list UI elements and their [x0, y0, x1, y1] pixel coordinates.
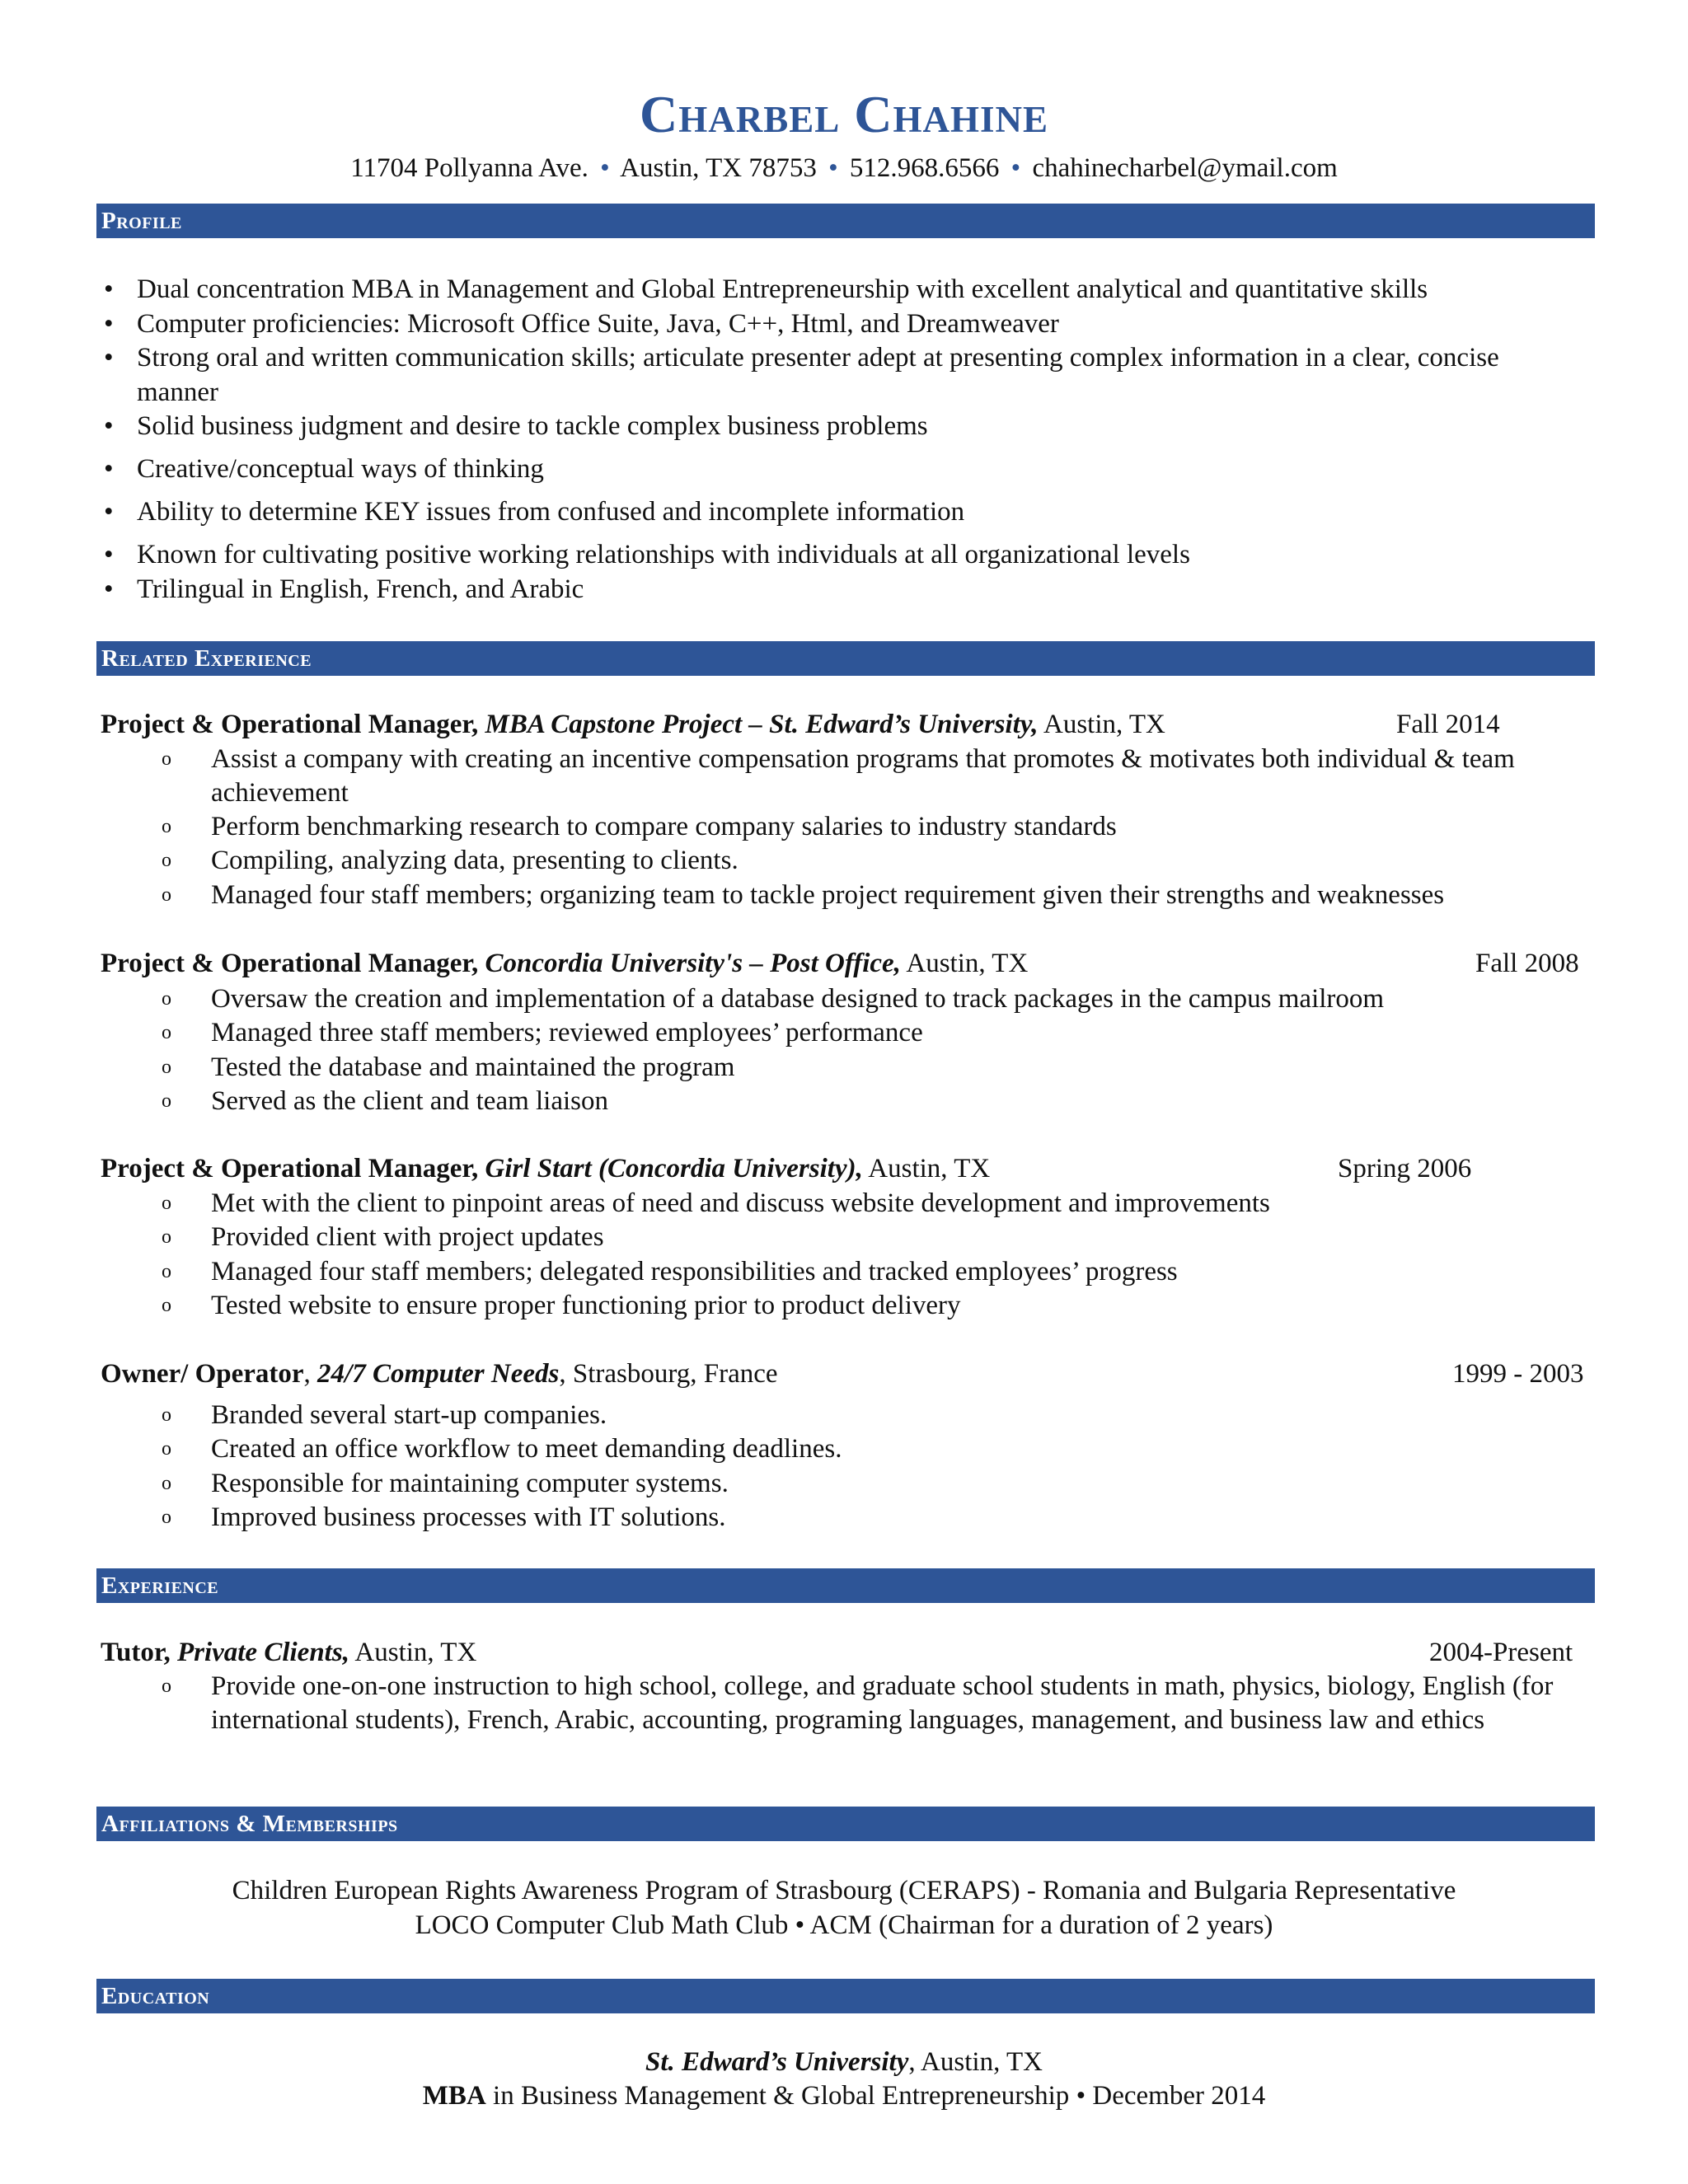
job-heading	[101, 708, 1165, 741]
city: Austin, TX 78753	[620, 153, 817, 183]
job-org: Concordia University's – Post Office,	[485, 949, 901, 978]
degree: MBA	[422, 2081, 486, 2111]
degree-date: December 2014	[1092, 2081, 1266, 2111]
job-org: MBA Capstone Project – St. Edward’s University,	[485, 710, 1039, 739]
job-location: Austin, TX	[354, 1638, 477, 1667]
candidate-name: Charbel Chahine	[639, 85, 1048, 143]
section-header-profile: Profile	[96, 204, 1595, 238]
job-heading	[101, 947, 1028, 980]
job-location: Austin, TX	[1043, 710, 1165, 739]
job-org: Girl Start (Concordia University),	[485, 1154, 863, 1183]
job-date: Fall 2008	[1475, 949, 1579, 978]
job-title: Tutor,	[101, 1638, 171, 1667]
education-school	[0, 2046, 1688, 2079]
contact-line	[0, 153, 1688, 184]
email: chahinecharbel@ymail.com	[1032, 153, 1338, 183]
bullet-mark: •	[104, 497, 114, 527]
job-location: Austin, TX	[868, 1154, 991, 1183]
job-title: Owner/ Operator	[101, 1359, 304, 1389]
section-header-affiliations: Affiliations & Memberships	[96, 1807, 1595, 1841]
job-date: 1999 - 2003	[1452, 1359, 1584, 1389]
address: 11704 Pollyanna Ave.	[350, 153, 588, 183]
job-location: Austin, TX	[906, 949, 1029, 978]
bullet-mark: •	[104, 540, 114, 569]
job-org: Private Clients,	[176, 1638, 349, 1667]
job-location: Strasbourg, France	[572, 1359, 778, 1389]
affiliation-line: LOCO Computer Club Math Club • ACM (Chairman for a duration of 2 years)	[415, 1910, 1273, 1940]
job-date: Fall 2014	[1396, 710, 1500, 739]
section-header-experience: Experience	[96, 1568, 1595, 1603]
separator-dot: •	[1010, 153, 1021, 183]
job-org: 24/7 Computer Needs	[317, 1359, 560, 1389]
university-name: St. Edward’s University	[645, 2047, 909, 2077]
separator-dot: •	[828, 153, 838, 183]
bullet-mark: •	[104, 574, 114, 604]
phone: 512.968.6566	[849, 153, 1000, 183]
bullet-mark: •	[104, 343, 114, 373]
job-date: 2004-Present	[1429, 1638, 1573, 1667]
separator-dot: •	[1076, 2081, 1086, 2111]
job-heading	[101, 1636, 476, 1669]
section-header-education: Education	[96, 1979, 1595, 2013]
university-location: , Austin, TX	[908, 2047, 1043, 2077]
separator-dot: •	[600, 153, 610, 183]
degree-field: in Business Management & Global Entrepreneurship	[485, 2081, 1076, 2111]
affiliation-line: Children European Rights Awareness Program of Strasbourg (CERAPS) - Romania and Bulgaria Representative	[232, 1876, 1456, 1905]
job-title: Project & Operational Manager,	[101, 710, 479, 739]
separator-dot: •	[795, 1910, 805, 1940]
job-heading	[101, 1152, 990, 1185]
bullet-mark: •	[104, 411, 114, 441]
education-degree	[0, 2079, 1688, 2113]
job-title: Project & Operational Manager,	[101, 1154, 479, 1183]
job-date: Spring 2006	[1338, 1154, 1472, 1183]
section-header-related-experience: Related Experience	[96, 641, 1595, 676]
resume-page: Charbel Chahine 11704 Pollyanna Ave. • Austin, TX 78753 • 512.968.6566 • chahinecharbel@ymail.com Profile • Dual concentration MBA in Management and Global Entrepreneurship with excellent analytical and quantitative skills • Computer proficiencies: Microsoft Office Suite, Java, C++, Html, and Dreamweaver • Strong oral and written communication skills; articulate presenter adept at presenting complex information in a clear, concise manner • Solid business judgment and desire to tackle complex business problems • Creative/conceptual ways of thinking • Ability to determine KEY issues from confused and incomplete information • Known for cultivating positive working relationships with individuals at all organizational levels • Trilingual in English, French, and Arabic Related Experience Project & Operational Manager, MBA Capstone Project – St. Edward’s University, Austin, TX Fall 2014 o Assist a company with creating an incentive compensation programs that promotes & motivates both individual & team achievement o Perform benchmarking research to compare company salaries to industry standards o Compiling, analyzing data, presenting to clients. o Managed four staff members; organizing team to tackle project requirement given their strengths and weaknesses Project & Operational Manager, Concordia University's – Post Office, Austin, TX Fall 2008 o Oversaw the creation and implementation of a database designed to track packages in the campus mailroom o Managed three staff members; reviewed employees’ performance o Tested the database and maintained the program o Served as the client and team liaison Project & Operational Manager, Girl Start (Concordia University), Austin, TX Spring 2006 o Met with the client to pinpoint areas of need and discuss website development and improvements o Provided client with project updates o Managed four staff members; delegated responsibilities and tracked employees’ progress o Tested website to ensure proper functioning prior to product delivery Owner/ Operator, 24/7 Computer Needs, Strasbourg, France 1999 - 2003 o Branded several start-up companies. o Created an office workflow to meet demanding deadlines. o Responsible for maintaining computer systems. o Improved business processes with IT solutions. Experience Tutor, Private Clients, Austin, TX 2004-Present o Provide one-on-one instruction to high school, college, and graduate school students in math, physics, biology, English (for international students), French, Arabic, accounting, programing languages, management, and business law and ethics Affiliations & Memberships Children European Rights Awareness Program of Strasbourg (CERAPS) - Romania and Bulgaria Representative LOCO Computer Club Math Club • ACM (Chairman for a duration of 2 years) Education St. Edward’s University, Austin, TX MBA in Business Management & Global Entrepreneurship • December 2014	[0, 0, 1688, 2184]
bullet-mark: •	[104, 454, 114, 484]
bullet-mark: •	[104, 274, 114, 304]
job-title: Project & Operational Manager,	[101, 949, 479, 978]
bullet-mark: •	[104, 309, 114, 339]
job-heading: Owner/ Operator, 24/7 Computer Needs, Strasbourg, France	[101, 1359, 778, 1389]
